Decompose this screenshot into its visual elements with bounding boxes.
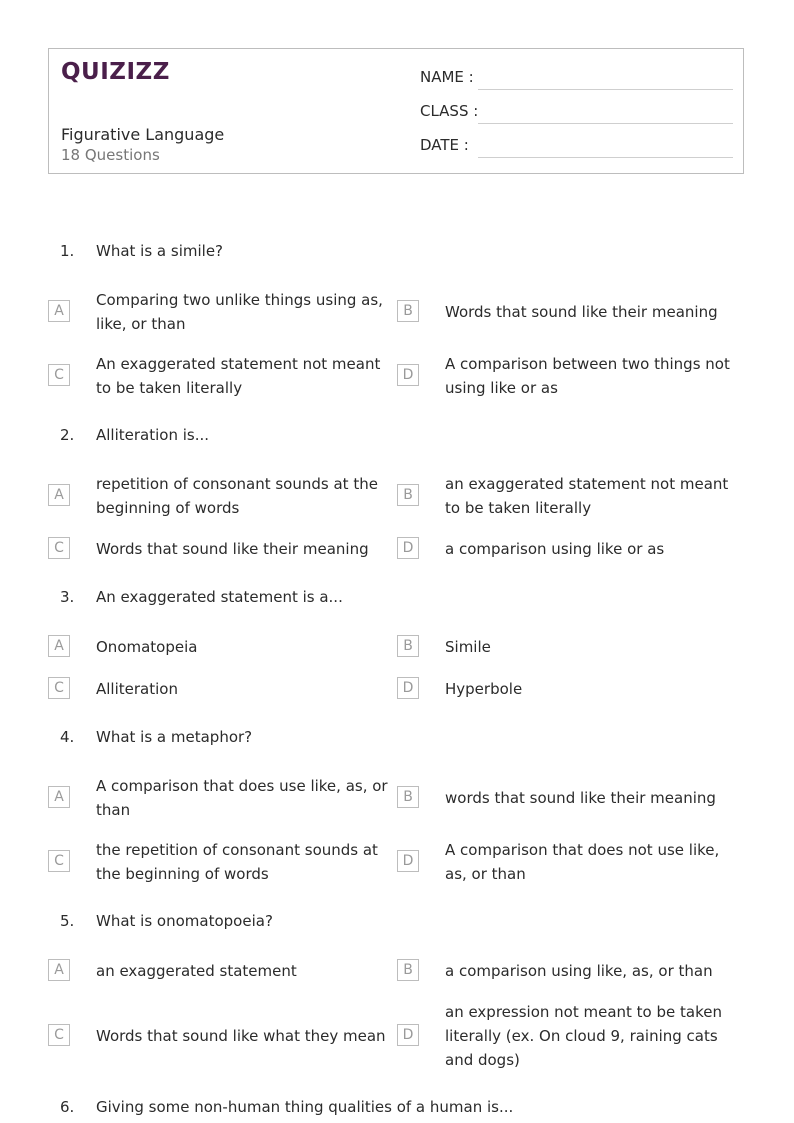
option-letter-box[interactable]: C — [48, 850, 70, 872]
question-number: 4. — [60, 728, 75, 746]
option-text: an exaggerated statement — [96, 962, 297, 980]
option-letter-box[interactable]: D — [397, 537, 419, 559]
question-text: Giving some non-human thing qualities of a human is... — [96, 1098, 514, 1116]
option-letter-box[interactable]: D — [397, 677, 419, 699]
option-text: Hyperbole — [445, 680, 523, 698]
question-number: 1. — [60, 242, 75, 260]
option-letter-box[interactable]: D — [397, 364, 419, 386]
option-text: a comparison using like or as — [445, 540, 665, 558]
option-text: Words that sound like their meaning — [96, 540, 369, 558]
option-text: An exaggerated statement not meant to be taken literally — [96, 355, 381, 397]
class-label: CLASS : — [420, 102, 479, 120]
question-number: 3. — [60, 588, 75, 606]
option-text: Alliteration — [96, 680, 178, 698]
worksheet-header — [48, 48, 744, 174]
option-text: Simile — [445, 638, 491, 656]
question-number: 2. — [60, 426, 75, 444]
option-text: A comparison that does not use like, as, or than — [445, 841, 720, 883]
class-line — [478, 123, 733, 124]
option-letter-box[interactable]: A — [48, 635, 70, 657]
date-line — [478, 157, 733, 158]
name-line — [478, 89, 733, 90]
question-text: What is onomatopoeia? — [96, 912, 273, 930]
option-text: Onomatopeia — [96, 638, 198, 656]
option-letter-box[interactable]: A — [48, 300, 70, 322]
question-text: What is a simile? — [96, 242, 224, 260]
option-text: a comparison using like, as, or than — [445, 962, 713, 980]
option-text: repetition of consonant sounds at the beginning of words — [96, 475, 378, 517]
option-text: Words that sound like what they mean — [96, 1027, 386, 1045]
option-text: words that sound like their meaning — [445, 789, 716, 807]
option-letter-box[interactable]: D — [397, 850, 419, 872]
option-letter-box[interactable]: B — [397, 484, 419, 506]
option-letter-box[interactable]: A — [48, 484, 70, 506]
question-count: 18 Questions — [61, 146, 160, 164]
option-text: A comparison that does use like, as, or than — [96, 777, 388, 819]
option-text: A comparison between two things not using like or as — [445, 355, 730, 397]
option-text: an exaggerated statement not meant to be taken literally — [445, 475, 729, 517]
option-text: Words that sound like their meaning — [445, 303, 718, 321]
option-letter-box[interactable]: D — [397, 1024, 419, 1046]
date-label: DATE : — [420, 136, 469, 154]
option-letter-box[interactable]: A — [48, 959, 70, 981]
question-text: Alliteration is... — [96, 426, 210, 444]
option-letter-box[interactable]: C — [48, 1024, 70, 1046]
option-text: Comparing two unlike things using as, like, or than — [96, 291, 383, 333]
option-letter-box[interactable]: B — [397, 635, 419, 657]
option-letter-box[interactable]: A — [48, 786, 70, 808]
question-text: What is a metaphor? — [96, 728, 253, 746]
quizizz-logo: QUIZIZZ — [61, 59, 170, 85]
option-text: the repetition of consonant sounds at the beginning of words — [96, 841, 378, 883]
option-letter-box[interactable]: C — [48, 677, 70, 699]
question-number: 5. — [60, 912, 75, 930]
name-label: NAME : — [420, 68, 474, 86]
option-letter-box[interactable]: B — [397, 959, 419, 981]
option-letter-box[interactable]: C — [48, 364, 70, 386]
option-letter-box[interactable]: B — [397, 786, 419, 808]
option-letter-box[interactable]: B — [397, 300, 419, 322]
worksheet-title: Figurative Language — [61, 125, 225, 144]
option-letter-box[interactable]: C — [48, 537, 70, 559]
question-text: An exaggerated statement is a... — [96, 588, 343, 606]
option-text: an expression not meant to be taken literally (ex. On cloud 9, raining cats and dogs) — [445, 1003, 722, 1069]
question-number: 6. — [60, 1098, 75, 1116]
